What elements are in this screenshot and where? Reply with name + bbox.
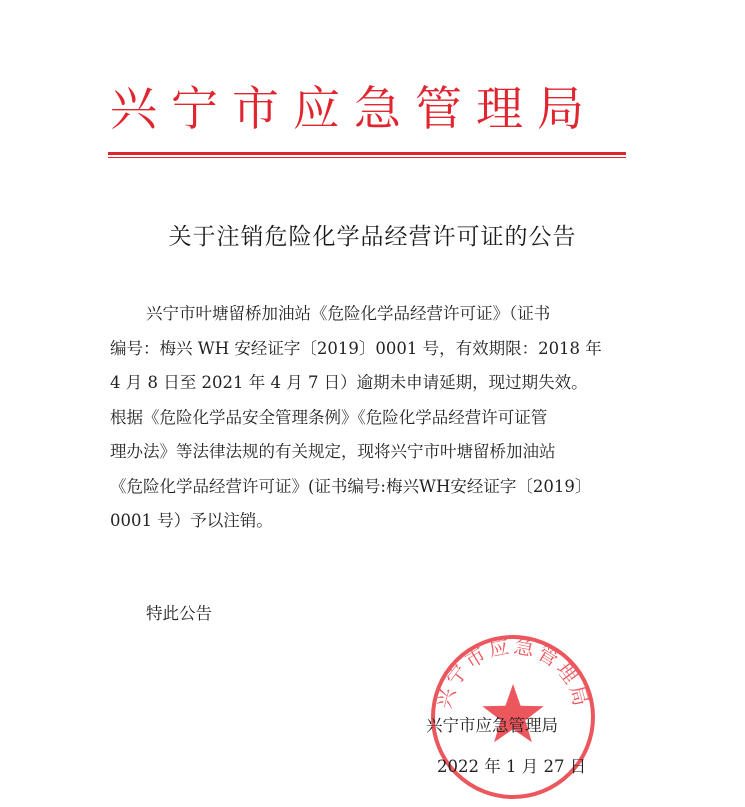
body-line: 4 月 8 日至 2021 年 4 月 7 日）逾期未申请延期，现过期失效。 <box>110 373 588 392</box>
body-line: 兴宁市叶塘留桥加油站《危险化学品经营许可证》（证书 <box>146 304 551 323</box>
seal-text: 兴宁市应急管理局 <box>431 633 595 712</box>
body-line: 0001 号）予以注销。 <box>110 511 273 530</box>
body-line: 编号：梅兴 WH 安经证字〔2019〕0001 号，有效期限：2018 年 <box>110 338 602 358</box>
body-line: 《危险化学品经营许可证》(证书编号:梅兴WH安经证字〔2019〕 <box>110 476 592 496</box>
body-line: 理办法》等法律法规的有关规定，现将兴宁市叶塘留桥加油站 <box>110 442 556 461</box>
masthead-rule-thin <box>108 157 626 158</box>
masthead-title: 兴宁市应急管理局 <box>110 82 598 137</box>
issue-date: 2022 年 1 月 27 日 <box>437 757 587 776</box>
document-body <box>110 297 630 539</box>
masthead-rule-thick <box>108 152 626 155</box>
closing-remark: 特此公告 <box>146 604 212 623</box>
document-title: 关于注销危险化学品经营许可证的公告 <box>168 224 577 250</box>
issuer-signature: 兴宁市应急管理局 <box>426 716 558 735</box>
body-line: 根据《危险化学品安全管理条例》《危险化学品经营许可证管 <box>110 407 548 427</box>
